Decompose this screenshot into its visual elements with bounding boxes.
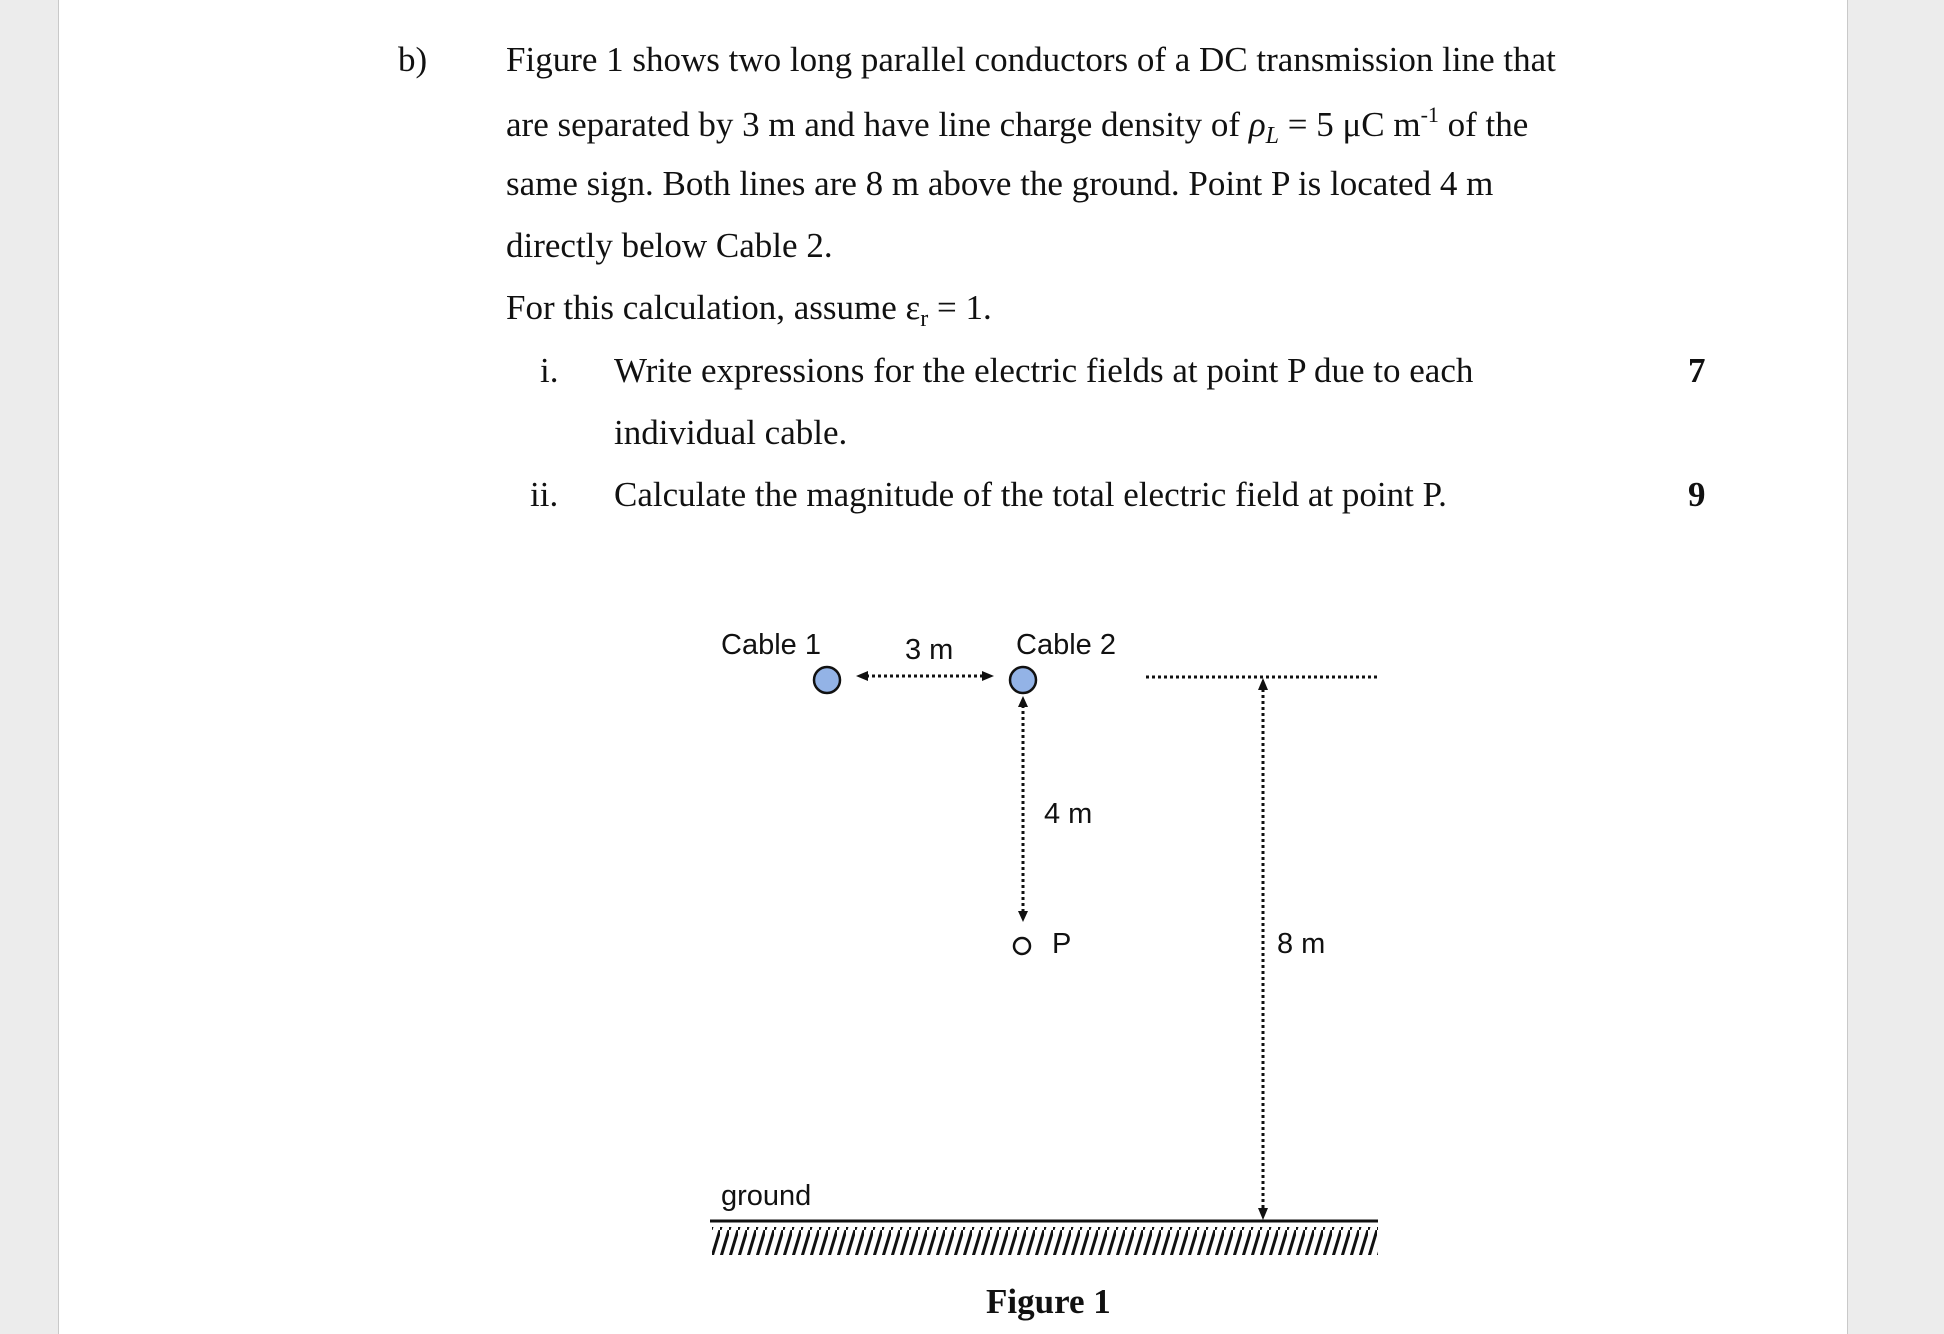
cable-1-label: Cable 1 (721, 629, 821, 661)
height-label: 8 m (1277, 928, 1326, 960)
subpart-i-line-1: Write expressions for the electric fields at point P due to each (614, 351, 1474, 390)
cable-2-conductor (1010, 667, 1036, 693)
assumption-suffix: = 1. (928, 288, 992, 327)
rho-value: = 5 μC m (1278, 105, 1421, 144)
point-p-label: P (1052, 928, 1072, 960)
subpart-ii-number: ii. (530, 475, 559, 514)
subpart-ii-marks: 9 (1688, 475, 1706, 514)
intro-line-2-text: are separated by 3 m and have line charge density of (506, 105, 1249, 144)
rho-symbol: ρ (1248, 105, 1266, 144)
rho-tail: of the (1438, 105, 1529, 144)
intro-line-4: directly below Cable 2. (506, 226, 833, 265)
p-distance-label: 4 m (1044, 798, 1093, 830)
assumption-prefix: For this calculation, assume ε (506, 288, 921, 327)
p-distance-dimension-arrow (1018, 696, 1028, 922)
figure-caption: Figure 1 (986, 1282, 1111, 1321)
intro-line-3: same sign. Both lines are 8 m above the ground. Point P is located 4 m (506, 164, 1494, 203)
separation-label: 3 m (905, 634, 954, 666)
rho-exponent: -1 (1420, 102, 1439, 127)
cable-1-conductor (814, 667, 840, 693)
subpart-i-marks: 7 (1688, 351, 1706, 390)
assumption-subscript: r (920, 306, 929, 332)
subpart-i-line-2: individual cable. (614, 413, 848, 452)
cable-2-label: Cable 2 (1016, 629, 1116, 661)
height-dimension-arrow (1258, 678, 1268, 1220)
ground-surface (710, 1221, 1378, 1255)
part-label: b) (398, 40, 428, 79)
subpart-ii-line-1: Calculate the magnitude of the total electric field at point P. (614, 475, 1447, 514)
rho-subscript: L (1265, 123, 1279, 149)
subpart-i-number: i. (540, 351, 559, 390)
intro-line-1: Figure 1 shows two long parallel conductors of a DC transmission line that (506, 40, 1556, 79)
point-p-marker (1014, 938, 1030, 954)
ground-label: ground (721, 1180, 812, 1212)
separation-dimension-arrow (856, 671, 994, 681)
